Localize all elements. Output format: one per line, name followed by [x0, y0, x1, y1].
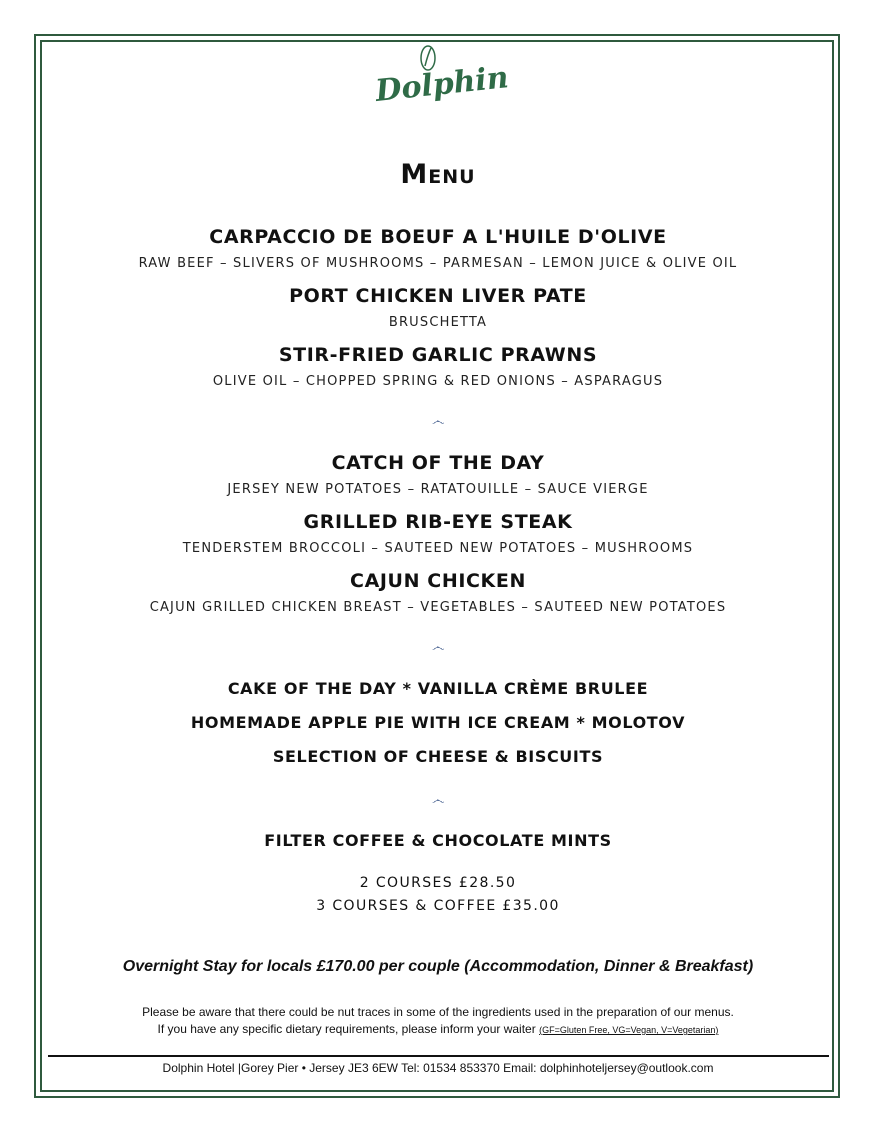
- main-1-description: JERSEY NEW POTATOES – RATATOUILLE – SAUCE VIERGE: [227, 482, 649, 497]
- main-2-name: GRILLED RIB-EYE STEAK: [303, 511, 573, 533]
- dessert-2: HOMEMADE APPLE PIE WITH ICE CREAM * MOLOTOV: [190, 713, 686, 732]
- dietary-request-text: If you have any specific dietary requirements, please inform your waiter: [157, 1022, 536, 1036]
- logo-text: Dolphin: [373, 60, 511, 109]
- starter-3-description: OLIVE OIL – CHOPPED SPRING & RED ONIONS – ASPARAGUS: [212, 374, 664, 389]
- main-1-name: CATCH OF THE DAY: [331, 452, 545, 474]
- dessert-1: CAKE OF THE DAY * VANILLA CRÈME BRULEE: [227, 679, 649, 698]
- starter-1-description: RAW BEEF – SLIVERS OF MUSHROOMS – PARMESAN – LEMON JUICE & OLIVE OIL: [138, 256, 738, 271]
- dolphin-logo: [368, 42, 518, 112]
- starter-2-description: BRUSCHETTA: [388, 315, 488, 330]
- coffee-line: FILTER COFFEE & CHOCOLATE MINTS: [264, 831, 612, 850]
- dolphin-logo-graphic: [368, 42, 518, 112]
- main-2-description: TENDERSTEM BROCCOLI – SAUTEED NEW POTATOES – MUSHROOMS: [182, 541, 694, 556]
- starter-2-name: PORT CHICKEN LIVER PATE: [289, 285, 587, 307]
- divider-ornament-2: ෴: [431, 640, 445, 655]
- starter-1-name: CARPACCIO DE BOEUF A L'HUILE D'OLIVE: [209, 226, 667, 248]
- footer-contact: Dolphin Hotel |Gorey Pier • Jersey JE3 6EW Tel: 01534 853370 Email: dolphinhoteljersey@outlook.com: [162, 1061, 714, 1075]
- main-3-name: CAJUN CHICKEN: [350, 570, 526, 592]
- dessert-3: SELECTION OF CHEESE & BISCUITS: [272, 747, 604, 766]
- footer-divider: [48, 1055, 829, 1057]
- allergy-notice-line-1: Please be aware that there could be nut traces in some of the ingredients used in the preparation of our menus.: [142, 1005, 734, 1019]
- page-border-inner: [40, 40, 834, 1092]
- divider-ornament-1: ෴: [431, 414, 445, 429]
- divider-ornament-3: ෴: [431, 793, 445, 808]
- overnight-offer: Overnight Stay for locals £170.00 per couple (Accommodation, Dinner & Breakfast): [122, 958, 754, 975]
- allergy-notice-line-2: [0, 1022, 876, 1036]
- price-three-courses: 3 COURSES & COFFEE £35.00: [316, 898, 560, 914]
- dietary-key: (GF=Gluten Free, VG=Vegan, V=Vegetarian): [539, 1025, 719, 1035]
- price-two-courses: 2 COURSES £28.50: [359, 875, 517, 891]
- starter-3-name: STIR-FRIED GARLIC PRAWNS: [278, 344, 598, 366]
- menu-title: Menu: [400, 159, 476, 190]
- main-3-description: CAJUN GRILLED CHICKEN BREAST – VEGETABLES – SAUTEED NEW POTATOES: [149, 600, 727, 615]
